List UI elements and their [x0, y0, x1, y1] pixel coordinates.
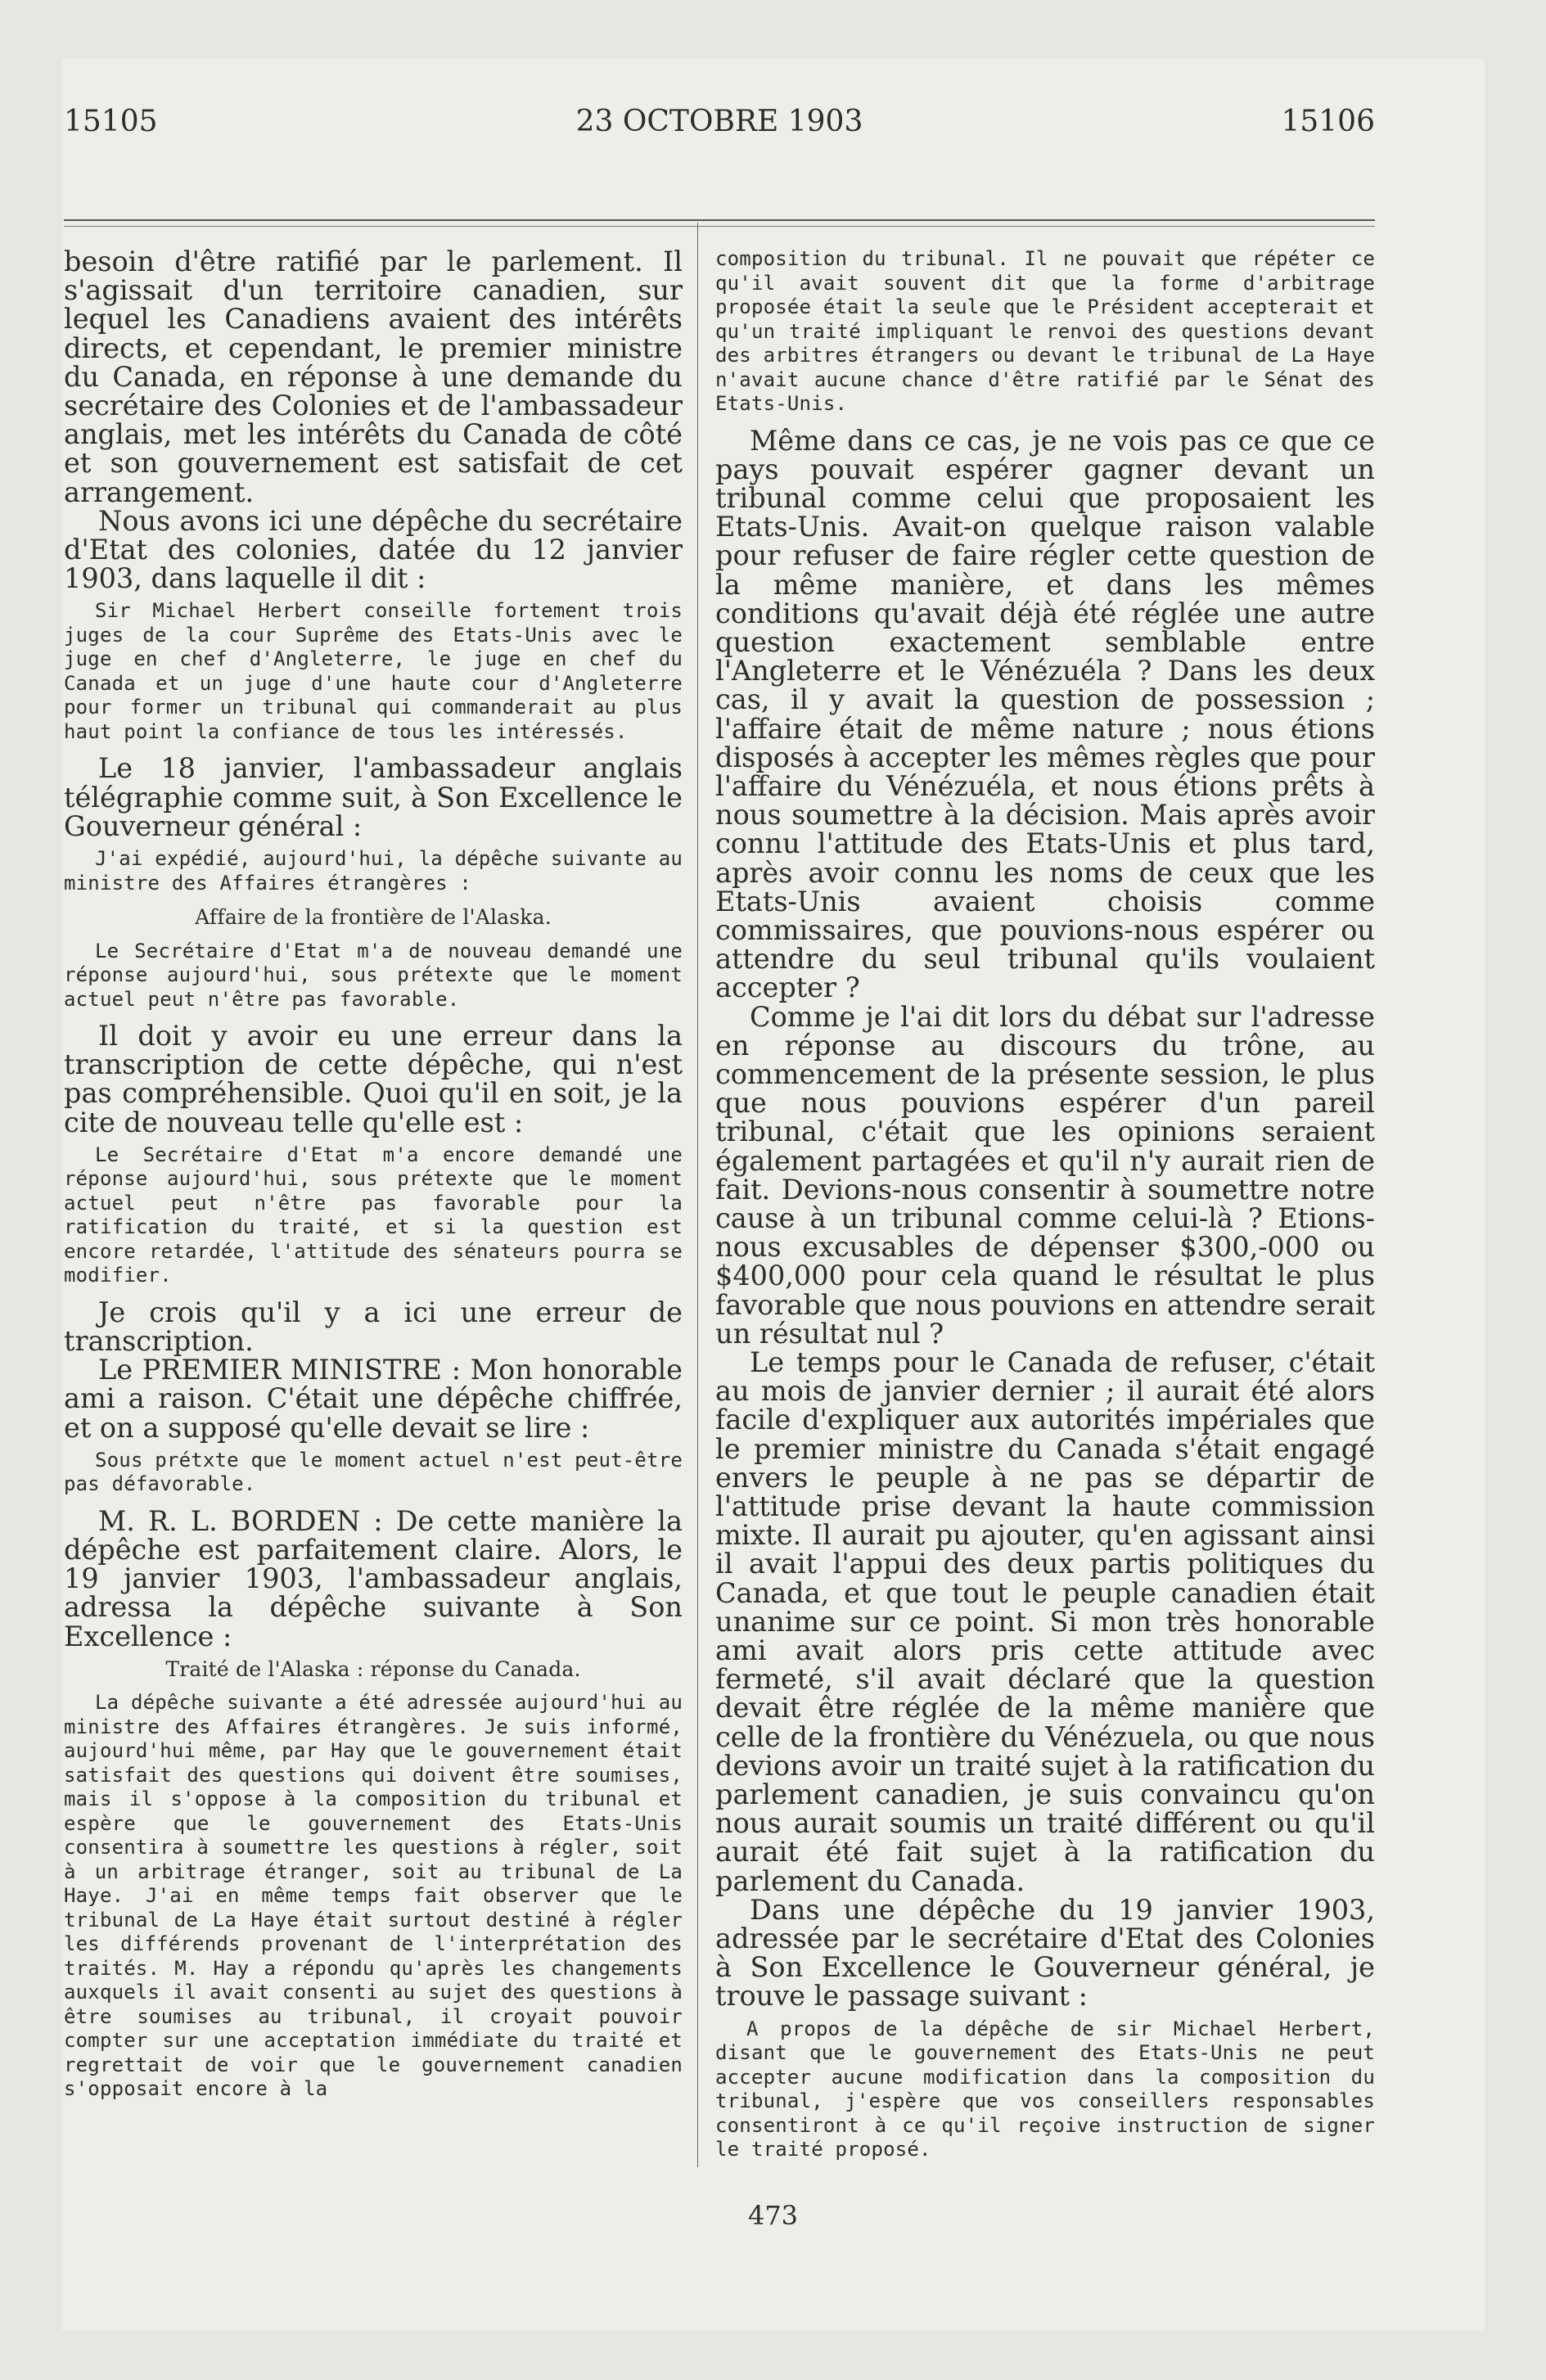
- left-page-number: 15105: [64, 105, 158, 138]
- header-rule-thin: [64, 226, 1375, 227]
- body-paragraph: Comme je l'ai dit lors du débat sur l'adresse en réponse au discours du trône, au commencement de la présente session, le plus que nous pouvions espérer d'un pareil tribunal, c'était que les opinions seraient également partagées et qu'il n'y aurait rien de fait. Devions-nous consentir à soumettre notre cause à un tribunal comme celui-là ? Etions-nous excusables de dépenser $300,-000 ou $400,000 pour cela quand le résultat le plus favorable que nous pouvions en attendre serait un résultat nul ?: [715, 1000, 1375, 1350]
- body-paragraph: Nous avons ici une dépêche du secrétaire d'Etat des colonies, datée du 12 janvier 1903, dans laquelle il dit :: [64, 504, 683, 595]
- quoted-passage: Sir Michael Herbert conseille fortement trois juges de la cour Suprême des Etats-Unis avec le juge en chef d'Angleterre, le juge en chef du Canada et un juge d'une haute cour d'Angleterre pour former un tribunal qui commanderait au plus haut point la confiance de tous les intéressés.: [64, 599, 683, 743]
- quoted-passage: J'ai expédié, aujourd'hui, la dépêche suivante au ministre des Affaires étrangères :: [64, 847, 683, 895]
- body-paragraph: Le PREMIER MINISTRE : Mon honorable ami a raison. C'était une dépêche chiffrée, et on a supposé qu'elle devait se lire :: [64, 1354, 683, 1444]
- quoted-passage: La dépêche suivante a été adressée aujourd'hui au ministre des Affaires étrangères. Je suis informé, aujourd'hui même, par Hay que le gouvernement était satisfait des questions qui doivent être soumises, mais il s'oppose à la composition du tribunal et espère que le gouvernement des Etats-Unis consentira à soumettre les questions à régler, soit à un arbitrage étranger, soit au tribunal de La Haye. J'ai en même temps fait observer que le tribunal de La Haye était surtout destiné à régler les différends provenant de l'interprétation des traités. M. Hay a répondu qu'après les changements auxquels il avait consenti au sujet des questions à être soumises au tribunal, il croyait pouvoir compter sur une acceptation immédiate du traité et regrettait de voir que le gouvernement canadien s'opposait encore à la: [64, 1691, 683, 2101]
- quoted-passage: A propos de la dépêche de sir Michael Herbert, disant que le gouvernement des Etats-Unis ne peut accepter aucune modification dans la composition du tribunal, j'espère que vos conseillers responsables consentiront à ce qu'il reçoive instruction de signer le traité proposé.: [715, 2017, 1375, 2161]
- page-header: [64, 105, 1375, 154]
- folio-number: 473: [747, 2200, 799, 2231]
- body-paragraph: Dans une dépêche du 19 janvier 1903, adressée par le secrétaire d'Etat des Colonies à Son Excellence le Gouverneur général, je trouve le passage suivant :: [715, 1893, 1375, 2013]
- body-paragraph: M. R. L. BORDEN : De cette manière la dépêche est parfaitement claire. Alors, le 19 janvier 1903, l'ambassadeur anglais, adressa la dépêche suivante à Son Excellence :: [64, 1504, 683, 1652]
- body-paragraph: Il doit y avoir eu une erreur dans la transcription de cette dépêche, qui n'est pas compréhensible. Quoi qu'il en soit, je la cite de nouveau telle qu'elle est :: [64, 1020, 683, 1138]
- quoted-passage: Le Secrétaire d'Etat m'a de nouveau demandé une réponse aujourd'hui, sous prétexte que le moment actuel peut n'être pas favorable.: [64, 939, 683, 1011]
- body-paragraph: Même dans ce cas, je ne vois pas ce que ce pays pouvait espérer gagner devant un tribunal comme celui que proposaient les Etats-Unis. Avait-on quelque raison valable pour refuser de faire régler cette question de la même manière, et dans les mêmes conditions qu'avait déjà été réglée une autre question exactement semblable entre l'Angleterre et le Vénézuéla ? Dans les deux cas, il y avait la question de possession ; l'affaire était de même nature ; nous étions disposés à accepter les mêmes règles que pour l'affaire du Vénézuéla, et nous étions prêts à nous soumettre à la décision. Mais après avoir connu l'attitude des Etats-Unis et plus tard, après avoir connu les noms de ceux que les Etats-Unis avaient choisis comme commissaires, que pouvions-nous espérer ou attendre du seul tribunal qu'ils voulaient accepter ?: [715, 424, 1375, 1004]
- right-page-number: 15106: [1281, 105, 1375, 138]
- body-paragraph: Le 18 janvier, l'ambassadeur anglais télégraphie comme suit, à Son Excellence le Gouverneur général :: [64, 752, 683, 842]
- right-column: [715, 247, 1375, 2170]
- left-column: [64, 247, 683, 2161]
- quoted-heading: Affaire de la frontière de l'Alaska.: [195, 905, 552, 930]
- quoted-heading: Traité de l'Alaska : réponse du Canada.: [165, 1657, 581, 1681]
- quoted-passage: Le Secrétaire d'Etat m'a encore demandé une réponse aujourd'hui, sous prétexte que le moment actuel peut n'être pas favorable pour la ratification du traité, et si la question est encore retardée, l'attitude des sénateurs pourra se modifier.: [64, 1143, 683, 1287]
- header-rule: [64, 219, 1375, 221]
- date-heading: 23 OCTOBRE 1903: [575, 105, 863, 138]
- body-paragraph: Le temps pour le Canada de refuser, c'était au mois de janvier dernier ; il aurait été alors facile d'expliquer aux autorités impériales que le premier ministre du Canada s'était engagé envers le peuple à ne pas se départir de l'attitude prise devant la haute commission mixte. Il aurait pu ajouter, qu'en agissant ainsi il avait l'appui des deux partis politiques du Canada, et que tout le peuple canadien était unanime sur ce point. Si mon très honorable ami avait alors pris cette attitude avec fermeté, s'il avait déclaré que la question devait être réglée de la même manière que celle de la frontière du Vénézuela, ou que nous devions avoir un traité sujet à la ratification du parlement canadien, je suis convaincu qu'on nous aurait soumis un traité différent ou qu'il aurait été fait sujet à la ratification du parlement du Canada.: [715, 1346, 1375, 1897]
- body-paragraph: Je crois qu'il y a ici une erreur de transcription.: [64, 1296, 683, 1358]
- body-paragraph: besoin d'être ratifié par le parlement. Il s'agissait d'un territoire canadien, sur lequel les Canadiens avaient des intérêts directs, et cependant, le premier ministre du Canada, en réponse à une demande du secrétaire des Colonies et de l'ambassadeur anglais, met les intérêts du Canada de côté et son gouvernement est satisfait de cet arrangement.: [64, 247, 683, 508]
- quoted-passage: composition du tribunal. Il ne pouvait que répéter ce qu'il avait souvent dit que la forme d'arbitrage proposée était la seule que le Président accepterait et qu'un traité impliquant le renvoi des questions devant des arbitres étrangers ou devant le tribunal de La Haye n'avait aucune chance d'être ratifié par le Sénat des Etats-Unis.: [715, 247, 1375, 415]
- quoted-passage: Sous prétxte que le moment actuel n'est peut-être pas défavorable.: [64, 1448, 683, 1496]
- column-divider: [697, 223, 698, 2167]
